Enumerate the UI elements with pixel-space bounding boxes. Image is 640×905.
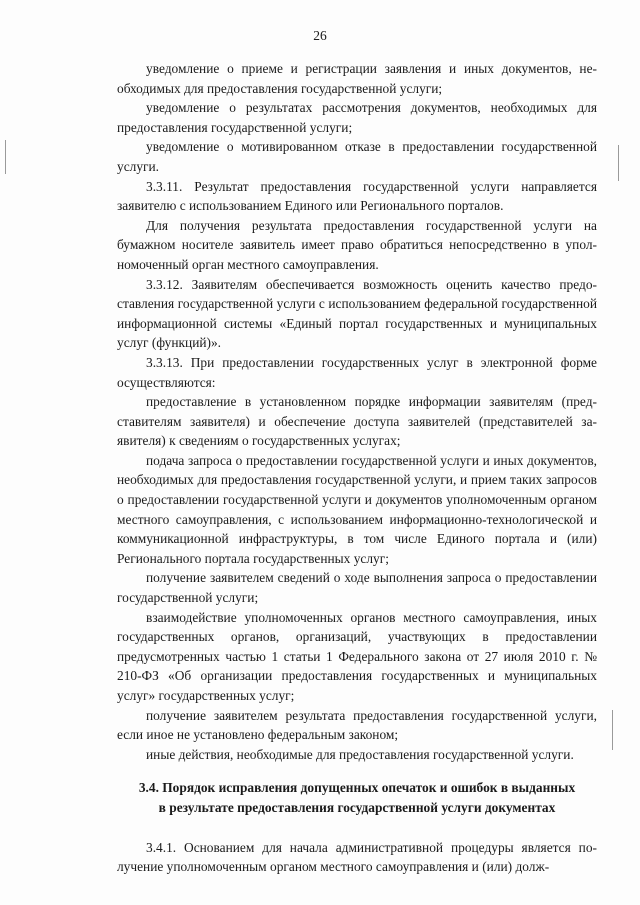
paragraph: уведомление о мотивированном отказе в предоставлении государственной услуги. [117,139,597,174]
scan-margin-mark [5,140,6,174]
paragraph: 3.3.11. Результат предоставления государственной услуги направляется заявителю с использованием Единого или Регионального порталов. [117,178,597,214]
scan-margin-mark [612,710,613,750]
page-number: 26 [313,28,327,43]
paragraph: 3.3.12. Заявителям обеспечивается возможность оценить качество предоставления государственной услуги с использованием федеральной государственной информационной системы «Единый портал государственных и муниципальных услуг (функций)». [117,276,597,351]
paragraph: предоставление в установленном порядке информации заявителям (представителям заявителя) и обеспечение доступа заявителей (представителей заявителя) к сведениям о государственных услугах; [117,394,597,449]
spacer [117,764,597,778]
paragraph: иные действия, необходимые для предоставления государственной услуги. [146,746,574,762]
document-body [117,59,597,877]
scan-margin-mark [618,145,619,181]
paragraph: уведомление о приеме и регистрации заявления и иных документов, необходимых для предоставления государственной услуги; [117,61,597,96]
spacer [117,818,597,838]
paragraph: 3.3.13. При предоставлении государственных услуг в электронной форме осуществляются: [117,354,597,390]
paragraph: 3.4.1. Основанием для начала административной процедуры является получение уполномоченным органом местного самоуправления и (или) долж- [117,839,597,875]
section-heading: 3.4. Порядок исправления допущенных опечаток и ошибок в выданных в результате предоставления государственной услуги документах [138,780,576,815]
paragraph: получение заявителем результата предоставления государственной услуги, если иное не установлено федеральным законом; [117,707,597,743]
paragraph: уведомление о результатах рассмотрения документов, необходимых для предоставления государственной услуги; [117,100,597,135]
paragraph: получение заявителем сведений о ходе выполнения запроса о предоставлении государственной услуги; [117,570,597,606]
paragraph: взаимодействие уполномоченных органов местного самоуправления, иных государственных органов, организаций, участвующих в предоставлении предусмотренных частью 1 статьи 1 Федерального закона от 27 июля 2010 г. № 210-ФЗ «Об организации предоставления государственных и муниципальных услуг» государственных услуг; [117,609,597,703]
paragraph: Для получения результата предоставления государственной услуги на бумажном носителе заявитель имеет право обратиться непосредственно в уполномоченный орган местного самоуправления. [117,217,597,272]
paragraph: подача запроса о предоставлении государственной услуги и иных документов, необходимых для предоставления государственной услуги, и прием таких запросов о предоставлении государственной услуги и документов уполномоченным органом местного самоуправления, с использованием информационно-технологической и коммуникационной инфраструктуры, в том числе Единого портала и (или) Регионального портала государственных услуг; [117,452,597,566]
